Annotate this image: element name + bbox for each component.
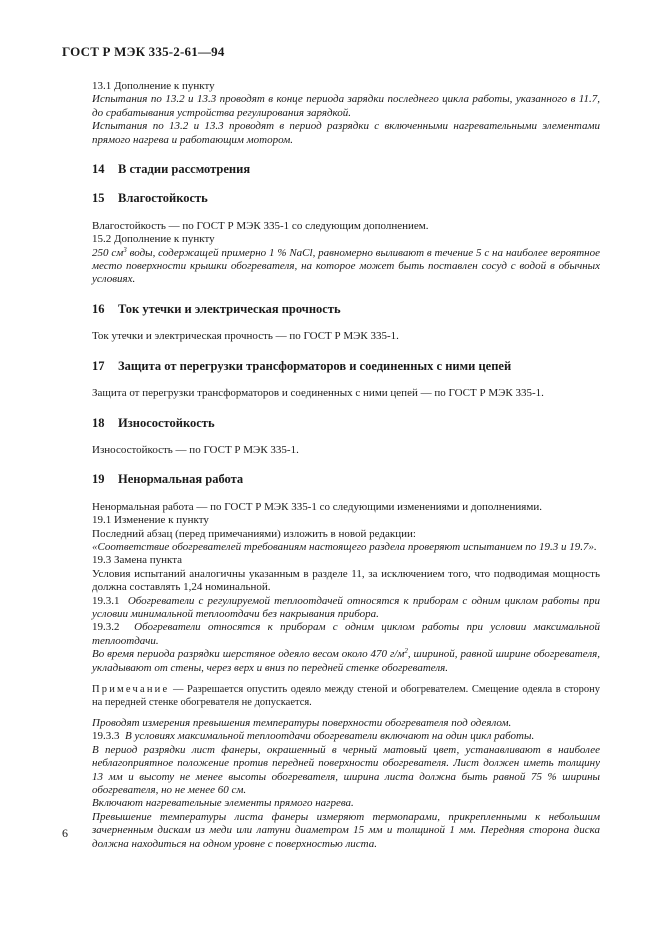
section-18-heading (92, 417, 600, 430)
clause-13-1-paragraph-1: Испытания по 13.2 и 13.3 проводят в конце периода зарядки последнего цикла работы, указанного в 11.7, до срабатывания устройства регулирования зарядкой. (92, 93, 600, 119)
section-18-number: 18 (92, 415, 105, 430)
section-18-paragraph: Износостойкость — по ГОСТ Р МЭК 335-1. (92, 443, 299, 456)
clause-15-2-paragraph (92, 247, 600, 287)
section-15-title: Влагостойкость (118, 191, 208, 206)
clause-19-3-1-number: 19.3.1 (92, 594, 120, 607)
cubic-superscript: 3 (123, 245, 127, 254)
note-label: Примечание (92, 684, 170, 695)
clause-19-3-title: 19.3 Замена пункта (92, 554, 183, 567)
clause-19-3-3-paragraph-3: Включают нагревательные элементы прямого нагрева. (92, 797, 354, 810)
section-14-heading (92, 163, 600, 176)
clause-19-3-2 (92, 621, 600, 648)
clause-19-3-3-text: В условиях максимальной теплоотдачи обогреватели включают на один цикл работы. (125, 730, 535, 743)
section-19-paragraph: Ненормальная работа — по ГОСТ Р МЭК 335-1 со следующими изменениями и дополнениями. (92, 500, 542, 513)
clause-19-1-paragraph-1: Последний абзац (перед примечаниями) изложить в новой редакции: (92, 527, 416, 540)
section-19-number: 19 (92, 472, 105, 487)
section-15-paragraph: Влагостойкость — по ГОСТ Р МЭК 335-1 со следующим дополнением. (92, 219, 429, 232)
note-paragraph (92, 683, 600, 709)
section-17-number: 17 (92, 358, 105, 373)
clause-15-2-text-a: 250 см (92, 246, 124, 259)
section-16-title: Ток утечки и электрическая прочность (118, 301, 341, 316)
clause-19-3-2-text-b: , шириной, равной ширине обогревателя, укладывают от стены, через верх и вниз по передней стенке обогревателя. (92, 648, 601, 674)
clause-19-3-2-paragraph-2 (92, 648, 600, 675)
measure-paragraph: Проводят измерения превышения температуры поверхности обогревателя под одеялом. (92, 717, 512, 729)
clause-19-3-paragraph: Условия испытаний аналогичны указанным в разделе 11, за исключением того, что подводимая мощность должна составлять 1,24 номинальной. (92, 567, 600, 594)
document-header: ГОСТ Р МЭК 335-2-61—94 (62, 44, 225, 59)
section-16-paragraph: Ток утечки и электрическая прочность — по ГОСТ Р МЭК 335-1. (92, 330, 399, 343)
section-15-heading (92, 192, 600, 205)
clause-19-3-3-number: 19.3.3 (92, 730, 120, 743)
clause-19-3-3-paragraph-4: Превышение температуры листа фанеры измеряют термопарами, прикрепленными к небольшим зачерненным дискам из меди или латуни диаметром 15 мм и толщиной 1 мм. Передняя сторона диска должна находиться на одном уровне с поверхностью листа. (92, 810, 600, 850)
section-17-heading (92, 360, 600, 373)
clause-19-3-1-text: Обогреватели с регулируемой теплоотдачей относятся к приборам с одним циклом работы при условии минимальной теплоотдачи без накрывания прибора. (92, 594, 600, 620)
section-19-title: Ненормальная работа (118, 472, 244, 487)
clause-19-3-3 (92, 730, 600, 743)
clause-19-3-3-paragraph-2: В период разрядки лист фанеры, окрашенный в черный матовый цвет, устанавливают в наиболее неблагоприятное положение против передней поверхности обогревателя. Лист должен иметь толщину 13 мм и высоту не менее высоты обогревателя, ширина листа должна быть равной 75 % ширины обогревателя, но не менее 60 см. (92, 743, 600, 797)
document-body (92, 80, 600, 851)
clause-19-3-2-number: 19.3.2 (92, 621, 120, 634)
note-text: — Разрешается опустить одеяло между стеной и обогревателем. Смещение одеяла в сторону на передней стенке обогревателя не допускается. (92, 684, 600, 708)
clause-15-2-title: 15.2 Дополнение к пункту (92, 233, 215, 246)
section-16-number: 16 (92, 301, 105, 316)
section-14-title: В стадии рассмотрения (118, 162, 251, 177)
clause-15-2-text-b: воды, содержащей примерно 1 % NaCl, равномерно выливают в течение 5 с на наиболее вероятное место поверхности крышки обогревателя, на которое может быть поставлен сосуд с водой в обычных условиях. (92, 246, 600, 286)
square-superscript: 2 (404, 647, 408, 656)
clause-19-3-2-text-a: Во время периода разрядки шерстяное одеяло весом около 470 г/м (92, 648, 405, 661)
section-18-title: Износостойкость (118, 415, 215, 430)
clause-19-1-title: 19.1 Изменение к пункту (92, 514, 209, 527)
page-number: 6 (62, 826, 68, 840)
section-15-number: 15 (92, 191, 105, 206)
section-17-title: Защита от перегрузки трансформаторов и соединенных с ними цепей (118, 358, 512, 373)
clause-13-1-title: 13.1 Дополнение к пункту (92, 80, 215, 92)
clause-13-1-paragraph-2: Испытания по 13.2 и 13.3 проводят в период разрядки с включенными нагревательными элементами прямого нагрева и работающим мотором. (92, 120, 600, 146)
section-16-heading (92, 303, 600, 316)
clause-19-3-2-text: Обогреватели относятся к приборам с одним циклом работы при условии максимальной теплоотдачи. (92, 621, 601, 647)
clause-19-1-paragraph-2: «Соответствие обогревателей требованиям настоящего раздела проверяют испытанием по 19.3 и 19.7». (92, 540, 597, 553)
clause-19-3-1 (92, 595, 600, 622)
section-19-heading (92, 473, 600, 486)
section-14-number: 14 (92, 162, 105, 177)
section-17-paragraph: Защита от перегрузки трансформаторов и соединенных с ними цепей — по ГОСТ Р МЭК 335-1. (92, 387, 544, 400)
